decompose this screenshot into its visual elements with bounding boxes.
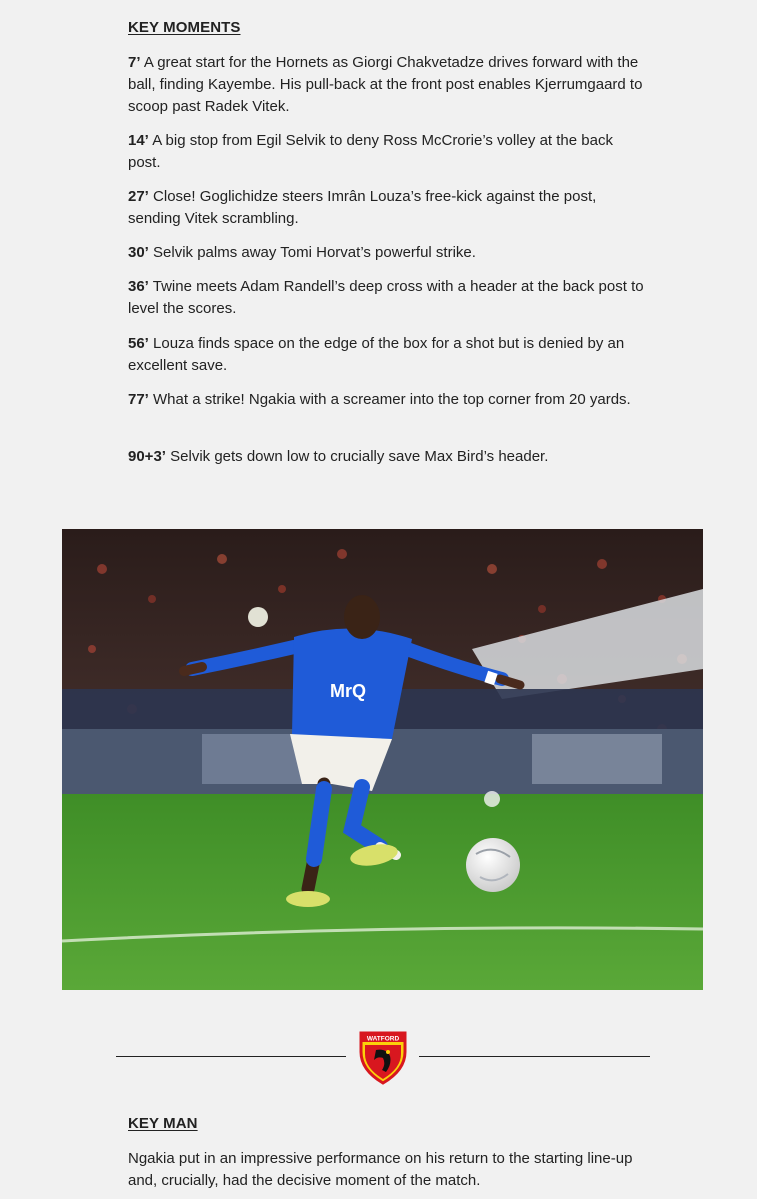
watford-crest-icon: [358, 1030, 408, 1085]
crest-label: WATFORD: [366, 1035, 400, 1043]
moment-item: [128, 186, 648, 230]
key-moments-section: [128, 19, 648, 465]
key-moments-heading: KEY MOMENTS: [128, 19, 241, 36]
moment-text: A great start for the Hornets as Giorgi Chakvetadze drives forward with the ball, finding Kayembe. His pull-back at the front post enables Kjerrumgaard to scoop past Radek Vitek.: [128, 54, 643, 115]
key-man-heading: KEY MAN: [128, 1115, 198, 1132]
moment-minute: 56’: [128, 335, 149, 352]
moment-minute: 90+3’: [128, 448, 166, 465]
moment-text: Close! Goglichidze steers Imrân Louza’s free-kick against the post, sending Vitek scrambling.: [128, 188, 597, 227]
moment-minute: 77’: [128, 391, 149, 408]
moment-item: [128, 389, 631, 411]
divider-line-left: [116, 1056, 346, 1057]
pitch: [62, 794, 703, 990]
moment-text: What a strike! Ngakia with a screamer into the top corner from 20 yards.: [148, 391, 631, 408]
moment-item: [128, 333, 648, 377]
moment-item: [128, 242, 476, 264]
floodlight: [248, 607, 268, 627]
moment-minute: 7’: [128, 54, 141, 71]
moment-item: [128, 276, 648, 320]
moment-minute: 36’: [128, 278, 149, 295]
moment-text: Louza finds space on the edge of the box for a shot but is denied by an excellent save.: [128, 335, 625, 374]
shirt-sponsor-text: MrQ: [330, 681, 366, 701]
moment-minute: 14’: [128, 132, 149, 149]
match-photo: [62, 529, 703, 990]
moment-item: [128, 446, 548, 468]
moment-item: [128, 130, 648, 174]
moment-text: Twine meets Adam Randell’s deep cross with a header at the back post to level the scores.: [128, 278, 644, 317]
key-man-section: [128, 1115, 648, 1189]
moment-text: Selvik gets down low to crucially save Max Bird’s header.: [165, 448, 549, 465]
moment-text: A big stop from Egil Selvik to deny Ross McCrorie’s volley at the back post.: [128, 132, 613, 171]
football: [466, 838, 520, 892]
moment-minute: 30’: [128, 244, 149, 261]
moment-text: Selvik palms away Tomi Horvat’s powerful strike.: [148, 244, 476, 261]
divider-line-right: [419, 1056, 650, 1057]
match-photo-illustration: [62, 529, 703, 990]
key-man-text: Ngakia put in an impressive performance on his return to the starting line-up and, crucially, had the decisive moment of the match.: [128, 1150, 633, 1189]
moment-item: [128, 52, 648, 118]
moment-minute: 27’: [128, 188, 149, 205]
